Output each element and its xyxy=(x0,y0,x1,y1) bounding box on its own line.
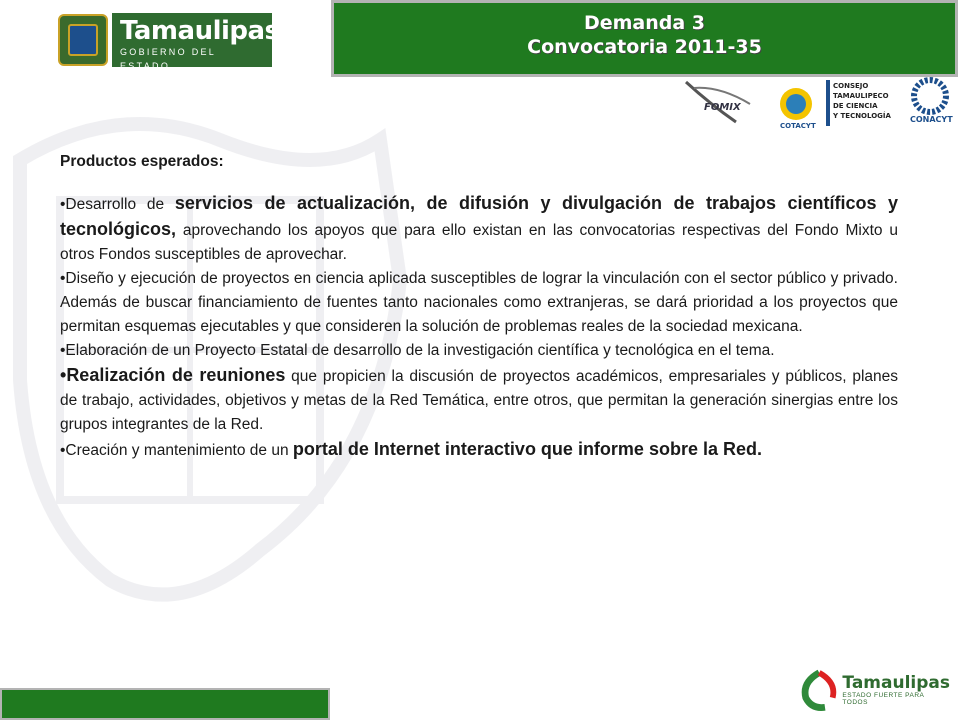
section-heading: Productos esperados: xyxy=(60,153,224,170)
footer-logo-subtitle: ESTADO FUERTE PARA TODOS xyxy=(842,692,925,706)
conacyt-logo xyxy=(910,80,953,124)
footer-bar xyxy=(0,688,330,720)
logo-subtitle: GOBIERNO DEL ESTADO xyxy=(120,47,216,71)
fomix-label: FOMIX xyxy=(704,102,741,113)
title-banner xyxy=(331,0,958,77)
svg-text:DE CIENCIA: DE CIENCIA xyxy=(833,102,878,110)
tamaulipas-emblem-icon xyxy=(800,668,838,712)
banner-subtitle: Convocatoria 2011-35 xyxy=(527,36,762,58)
list-item: •Creación y mantenimiento de un portal de Internet interactivo que informe sobre la Red. xyxy=(60,439,762,459)
list-item: •Diseño y ejecución de proyectos en ciencia aplicada susceptibles de lograr la vinculación con el sector público y privado. Además de buscar financiamiento de fuentes tanto nacionales como extranjeras, se dará prioridad a los proyectos que permitan esquemas ejecutables y que consideren la solución de problemas reales de la sociedad mexicana. xyxy=(60,270,898,335)
banner-title: Demanda 3 xyxy=(583,12,706,34)
svg-text:CONSEJO: CONSEJO xyxy=(833,82,869,90)
consejo-text xyxy=(832,82,892,120)
tamaulipas-logo xyxy=(58,12,280,71)
main-content xyxy=(60,150,898,463)
list-item: •Elaboración de un Proyecto Estatal de desarrollo de la investigación científica y tecnológica en el tema. xyxy=(60,342,775,359)
fomix-logo xyxy=(686,82,750,122)
svg-text:Y TECNOLOGÍA: Y TECNOLOGÍA xyxy=(833,112,891,120)
conacyt-label: CONACYT xyxy=(910,115,953,124)
cotacyt-logo xyxy=(780,88,816,130)
svg-text:TAMAULIPECO: TAMAULIPECO xyxy=(833,92,889,100)
cotacyt-label: COTACYT xyxy=(780,122,816,130)
tamaulipas-footer-logo xyxy=(800,665,950,715)
footer-logo-title: Tamaulipas xyxy=(842,673,950,693)
logo-wordmark xyxy=(112,13,280,71)
logo-title: Tamaulipas xyxy=(120,16,280,46)
state-seal-icon xyxy=(58,14,108,66)
list-item: •Desarrollo de servicios de actualización, de difusión y divulgación de trabajos científicos y tecnológicos, aprovechando los apoyos que para ello existan en las convocatorias respectivas del Fondo Mixto u otros Fondos susceptibles de aprovechar. xyxy=(60,193,899,263)
sponsor-logos xyxy=(680,74,956,132)
list-item: •Realización de reuniones que propicien la discusión de proyectos académicos, empresariales y públicos, planes de trabajo, actividades, objetivos y metas de la Red Temática, entre otros, que permitan la generación sinergias entre los grupos integrantes de la Red. xyxy=(60,365,899,433)
